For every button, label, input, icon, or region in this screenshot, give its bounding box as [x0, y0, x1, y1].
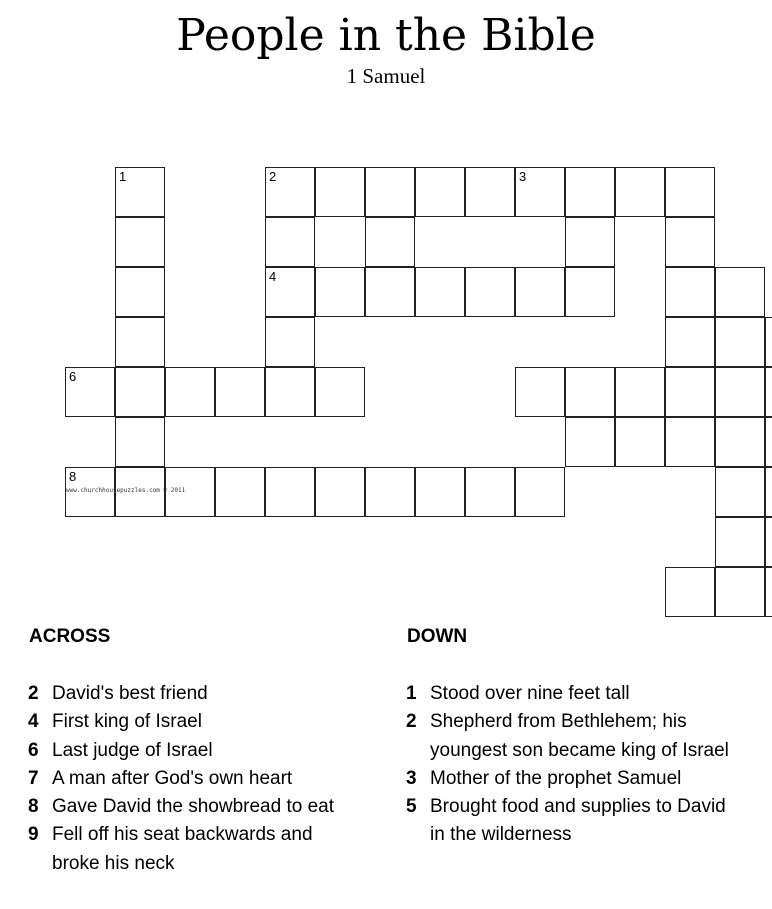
grid-cell[interactable] — [515, 467, 565, 517]
grid-cell[interactable] — [115, 267, 165, 317]
grid-cell[interactable] — [765, 317, 772, 367]
across-heading: ACROSS — [29, 626, 111, 647]
grid-cell[interactable] — [665, 167, 715, 217]
grid-cell[interactable] — [615, 417, 665, 467]
grid-cell[interactable] — [515, 267, 565, 317]
clue-text: First king of Israel — [52, 711, 202, 733]
grid-cell[interactable] — [515, 367, 565, 417]
grid-cell[interactable] — [665, 367, 715, 417]
grid-cell[interactable] — [315, 367, 365, 417]
grid-cell[interactable] — [615, 367, 665, 417]
across-clue-list — [28, 680, 358, 878]
clue-number-label: 8 — [28, 796, 39, 818]
grid-cell[interactable] — [615, 167, 665, 217]
grid-cell[interactable] — [465, 267, 515, 317]
grid-cell[interactable] — [365, 167, 415, 217]
clue-text: Brought food and supplies to David in the wilderness — [430, 796, 726, 846]
grid-cell[interactable] — [765, 517, 772, 567]
grid-cell[interactable] — [765, 567, 772, 617]
grid-cell[interactable] — [715, 417, 765, 467]
grid-cell[interactable] — [665, 267, 715, 317]
grid-cell[interactable] — [115, 417, 165, 467]
down-clue — [406, 793, 736, 850]
clue-number-label: 1 — [406, 683, 417, 704]
across-clue — [28, 708, 358, 736]
clue-text: Mother of the prophet Samuel — [430, 767, 682, 789]
clue-text: Fell off his seat backwards and broke his neck — [52, 824, 313, 874]
grid-cell[interactable] — [115, 217, 165, 267]
grid-cell[interactable] — [665, 567, 715, 617]
grid-cell[interactable] — [65, 367, 115, 417]
grid-cell[interactable] — [765, 367, 772, 417]
grid-cell[interactable] — [465, 167, 515, 217]
grid-cell[interactable] — [415, 267, 465, 317]
clue-number: 2 — [269, 169, 277, 184]
across-clue — [28, 765, 358, 793]
grid-cell[interactable] — [715, 567, 765, 617]
clue-number-label: 7 — [28, 767, 39, 789]
clue-number-label: 9 — [28, 824, 39, 846]
grid-cell[interactable] — [265, 267, 315, 317]
grid-cell[interactable] — [115, 367, 165, 417]
grid-cell[interactable] — [365, 217, 415, 267]
puzzle-subtitle: 1 Samuel — [346, 64, 426, 88]
grid-cell[interactable] — [415, 467, 465, 517]
grid-cell[interactable] — [315, 467, 365, 517]
grid-cell[interactable] — [315, 167, 365, 217]
across-clue — [28, 793, 358, 821]
grid-cell[interactable] — [565, 417, 615, 467]
grid-cell[interactable] — [565, 217, 615, 267]
clue-number: 1 — [119, 169, 127, 184]
clue-number: 3 — [519, 169, 527, 184]
clue-number-label: 4 — [28, 711, 39, 733]
across-clue — [28, 680, 358, 708]
grid-cell[interactable] — [765, 417, 772, 467]
clue-text: Shepherd from Bethlehem; his youngest son became king of Israel — [430, 711, 729, 761]
down-clue — [406, 680, 736, 708]
clue-number: 6 — [69, 369, 77, 384]
grid-cell[interactable] — [515, 167, 565, 217]
grid-cell[interactable] — [465, 467, 515, 517]
credit-text: www.churchhousepuzzles.com © 2011 — [66, 487, 186, 494]
clue-text: Stood over nine feet tall — [430, 683, 630, 704]
grid-cell[interactable] — [215, 367, 265, 417]
across-clue — [28, 737, 358, 765]
down-clue-list — [406, 680, 736, 850]
down-clue — [406, 708, 736, 765]
across-clue — [28, 821, 358, 878]
clue-text: Gave David the showbread to eat — [52, 796, 335, 818]
grid-cell[interactable] — [265, 467, 315, 517]
grid-cell[interactable] — [565, 267, 615, 317]
grid-cell[interactable] — [665, 417, 715, 467]
puzzle-title: People in the Bible — [176, 10, 596, 61]
grid-cell[interactable] — [665, 317, 715, 367]
clue-text: Last judge of Israel — [52, 739, 213, 761]
down-heading: DOWN — [407, 626, 468, 647]
clue-number: 8 — [69, 469, 77, 484]
grid-cell[interactable] — [115, 167, 165, 217]
clue-number-label: 2 — [28, 683, 39, 704]
grid-cell[interactable] — [715, 367, 765, 417]
grid-cell[interactable] — [115, 317, 165, 367]
clue-number-label: 2 — [406, 711, 417, 733]
clue-number-label: 5 — [406, 796, 417, 818]
grid-cell[interactable] — [715, 317, 765, 367]
grid-cell[interactable] — [165, 367, 215, 417]
grid-cell[interactable] — [365, 267, 415, 317]
grid-cell[interactable] — [715, 467, 765, 517]
grid-cell[interactable] — [565, 367, 615, 417]
clue-number-label: 6 — [28, 739, 39, 761]
grid-cell[interactable] — [565, 167, 615, 217]
grid-cell[interactable] — [265, 317, 315, 367]
clue-text: David's best friend — [52, 683, 208, 704]
grid-cell[interactable] — [715, 517, 765, 567]
grid-cell[interactable] — [265, 367, 315, 417]
clue-number-label: 3 — [406, 767, 417, 789]
grid-cell[interactable] — [265, 167, 315, 217]
grid-cell[interactable] — [265, 217, 315, 267]
grid-cell[interactable] — [665, 217, 715, 267]
grid-cell[interactable] — [365, 467, 415, 517]
down-clue — [406, 765, 736, 793]
grid-cell[interactable] — [765, 467, 772, 517]
grid-cell[interactable] — [315, 267, 365, 317]
clue-text: A man after God's own heart — [52, 767, 293, 789]
clue-number: 4 — [269, 269, 277, 284]
grid-cell[interactable] — [415, 167, 465, 217]
grid-cell[interactable] — [715, 267, 765, 317]
grid-cell[interactable] — [215, 467, 265, 517]
